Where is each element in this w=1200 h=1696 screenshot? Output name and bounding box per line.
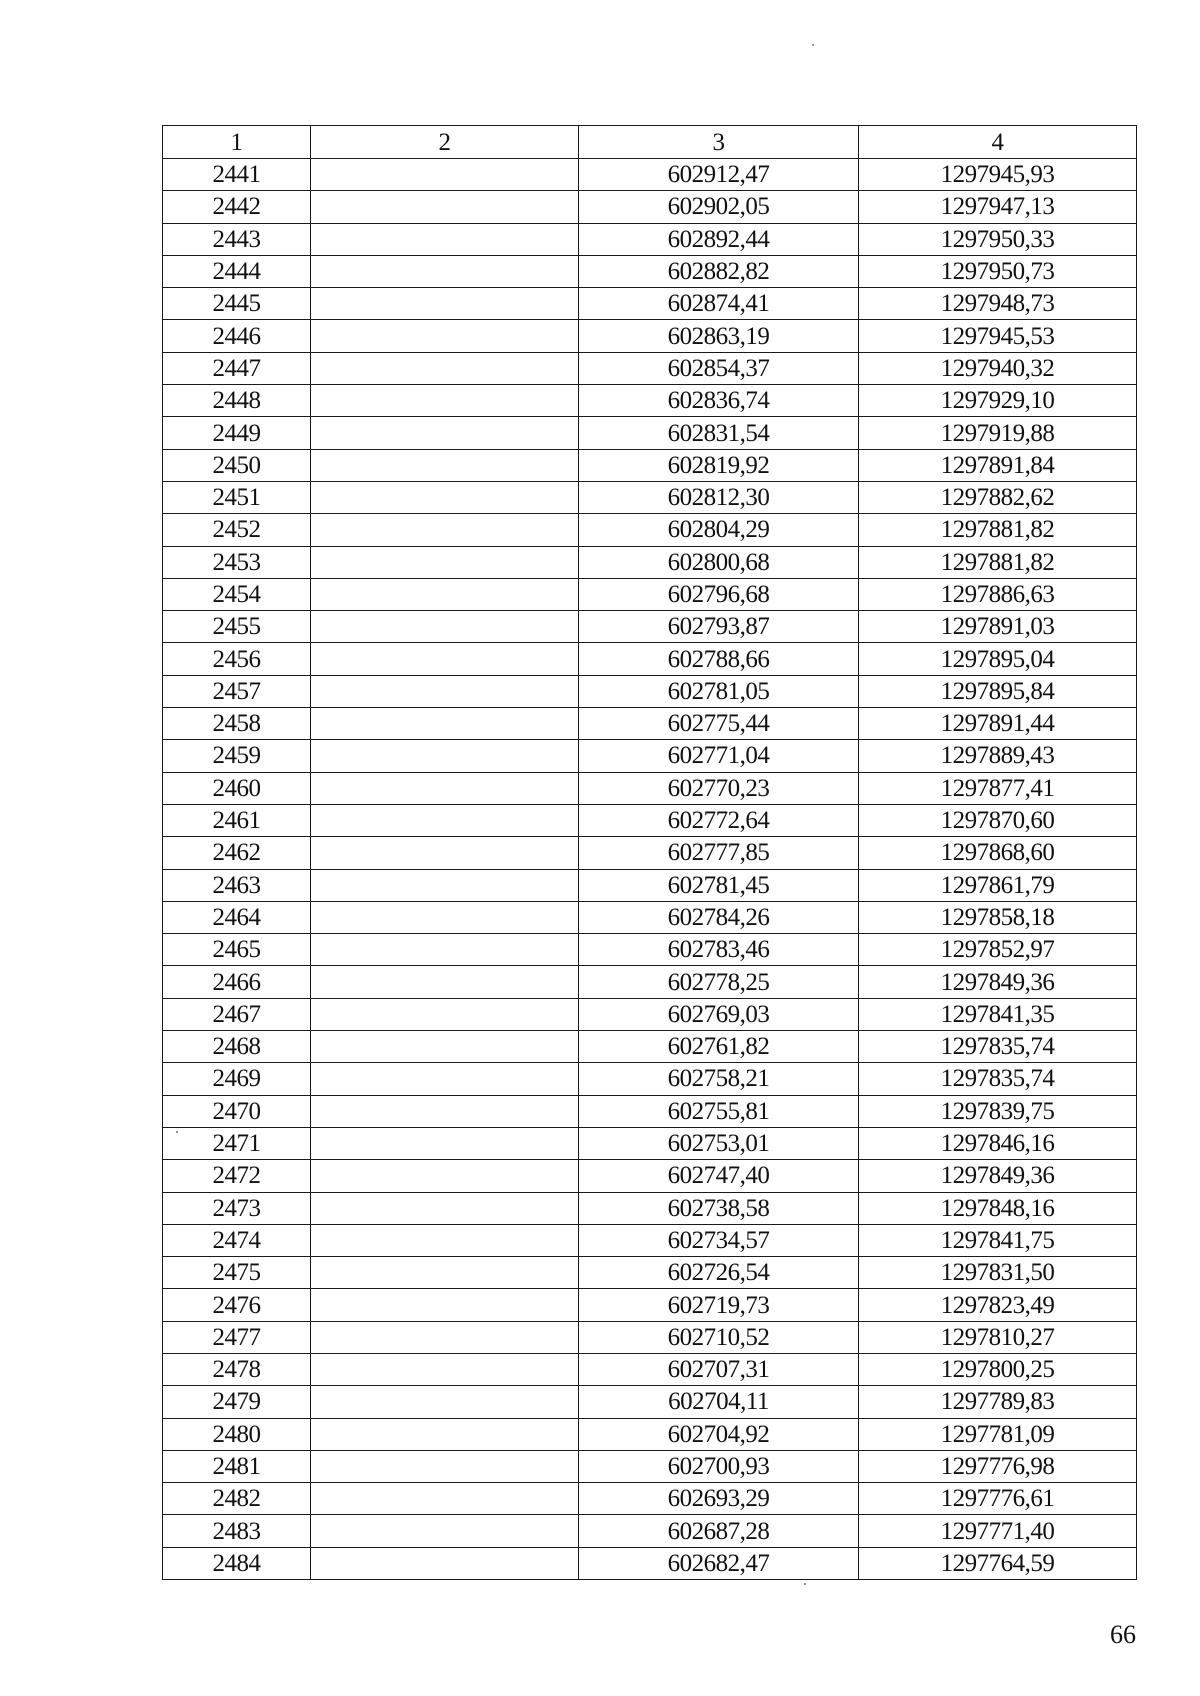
x-coordinate-cell: 602854,37 [579, 352, 859, 384]
description-cell [311, 1450, 579, 1482]
y-coordinate-cell: 1297776,61 [859, 1483, 1137, 1515]
y-coordinate-cell: 1297800,25 [859, 1353, 1137, 1385]
description-cell [311, 449, 579, 481]
y-coordinate-cell: 1297868,60 [859, 837, 1137, 869]
table-row [163, 1031, 1137, 1063]
table-row [163, 643, 1137, 675]
description-cell [311, 417, 579, 449]
point-number-cell: 2460 [163, 772, 311, 804]
point-number-cell: 2482 [163, 1483, 311, 1515]
description-cell [311, 1127, 579, 1159]
description-cell [311, 1160, 579, 1192]
y-coordinate-cell: 1297823,49 [859, 1289, 1137, 1321]
description-cell [311, 643, 579, 675]
description-cell [311, 191, 579, 223]
x-coordinate-cell: 602912,47 [579, 159, 859, 191]
column-header-3: 3 [579, 126, 859, 159]
x-coordinate-cell: 602693,29 [579, 1483, 859, 1515]
description-cell [311, 1418, 579, 1450]
point-number-cell: 2465 [163, 934, 311, 966]
table-row [163, 1257, 1137, 1289]
y-coordinate-cell: 1297895,04 [859, 643, 1137, 675]
table-row [163, 546, 1137, 578]
column-header-2: 2 [311, 126, 579, 159]
y-coordinate-cell: 1297771,40 [859, 1515, 1137, 1547]
table-row [163, 1418, 1137, 1450]
description-cell [311, 740, 579, 772]
y-coordinate-cell: 1297948,73 [859, 288, 1137, 320]
point-number-cell: 2451 [163, 481, 311, 513]
table-row [163, 223, 1137, 255]
y-coordinate-cell: 1297881,82 [859, 546, 1137, 578]
y-coordinate-cell: 1297849,36 [859, 966, 1137, 998]
page-number: 66 [1110, 1620, 1136, 1649]
description-cell [311, 1063, 579, 1095]
y-coordinate-cell: 1297781,09 [859, 1418, 1137, 1450]
y-coordinate-cell: 1297881,82 [859, 514, 1137, 546]
x-coordinate-cell: 602874,41 [579, 288, 859, 320]
y-coordinate-cell: 1297841,35 [859, 998, 1137, 1030]
y-coordinate-cell: 1297891,84 [859, 449, 1137, 481]
x-coordinate-cell: 602892,44 [579, 223, 859, 255]
x-coordinate-cell: 602819,92 [579, 449, 859, 481]
point-number-cell: 2469 [163, 1063, 311, 1095]
point-number-cell: 2447 [163, 352, 311, 384]
x-coordinate-cell: 602761,82 [579, 1031, 859, 1063]
x-coordinate-cell: 602710,52 [579, 1321, 859, 1353]
point-number-cell: 2473 [163, 1192, 311, 1224]
point-number-cell: 2458 [163, 708, 311, 740]
description-cell [311, 772, 579, 804]
x-coordinate-cell: 602700,93 [579, 1450, 859, 1482]
point-number-cell: 2448 [163, 385, 311, 417]
x-coordinate-cell: 602758,21 [579, 1063, 859, 1095]
table-row [163, 772, 1137, 804]
point-number-cell: 2474 [163, 1224, 311, 1256]
x-coordinate-cell: 602781,05 [579, 675, 859, 707]
x-coordinate-cell: 602778,25 [579, 966, 859, 998]
y-coordinate-cell: 1297877,41 [859, 772, 1137, 804]
y-coordinate-cell: 1297940,32 [859, 352, 1137, 384]
scan-speck [812, 44, 814, 46]
y-coordinate-cell: 1297835,74 [859, 1063, 1137, 1095]
point-number-cell: 2461 [163, 804, 311, 836]
coordinates-table [162, 125, 1137, 1580]
table-row [163, 1450, 1137, 1482]
x-coordinate-cell: 602882,82 [579, 255, 859, 287]
description-cell [311, 1483, 579, 1515]
table-row [163, 514, 1137, 546]
table-row [163, 675, 1137, 707]
x-coordinate-cell: 602902,05 [579, 191, 859, 223]
description-cell [311, 320, 579, 352]
point-number-cell: 2464 [163, 901, 311, 933]
description-cell [311, 1547, 579, 1579]
description-cell [311, 934, 579, 966]
description-cell [311, 708, 579, 740]
table-row [163, 934, 1137, 966]
x-coordinate-cell: 602812,30 [579, 481, 859, 513]
description-cell [311, 288, 579, 320]
x-coordinate-cell: 602719,73 [579, 1289, 859, 1321]
description-cell [311, 675, 579, 707]
table-row [163, 255, 1137, 287]
x-coordinate-cell: 602788,66 [579, 643, 859, 675]
y-coordinate-cell: 1297841,75 [859, 1224, 1137, 1256]
x-coordinate-cell: 602755,81 [579, 1095, 859, 1127]
description-cell [311, 385, 579, 417]
y-coordinate-cell: 1297849,36 [859, 1160, 1137, 1192]
y-coordinate-cell: 1297831,50 [859, 1257, 1137, 1289]
x-coordinate-cell: 602687,28 [579, 1515, 859, 1547]
y-coordinate-cell: 1297929,10 [859, 385, 1137, 417]
x-coordinate-cell: 602804,29 [579, 514, 859, 546]
x-coordinate-cell: 602682,47 [579, 1547, 859, 1579]
point-number-cell: 2476 [163, 1289, 311, 1321]
point-number-cell: 2459 [163, 740, 311, 772]
point-number-cell: 2468 [163, 1031, 311, 1063]
x-coordinate-cell: 602704,92 [579, 1418, 859, 1450]
description-cell [311, 1257, 579, 1289]
column-header-4: 4 [859, 126, 1137, 159]
table-row [163, 1160, 1137, 1192]
x-coordinate-cell: 602784,26 [579, 901, 859, 933]
x-coordinate-cell: 602831,54 [579, 417, 859, 449]
scan-speck [804, 1583, 806, 1585]
x-coordinate-cell: 602793,87 [579, 611, 859, 643]
point-number-cell: 2449 [163, 417, 311, 449]
y-coordinate-cell: 1297846,16 [859, 1127, 1137, 1159]
y-coordinate-cell: 1297891,44 [859, 708, 1137, 740]
x-coordinate-cell: 602771,04 [579, 740, 859, 772]
y-coordinate-cell: 1297886,63 [859, 578, 1137, 610]
table-row [163, 1192, 1137, 1224]
y-coordinate-cell: 1297835,74 [859, 1031, 1137, 1063]
x-coordinate-cell: 602707,31 [579, 1353, 859, 1385]
column-header-1: 1 [163, 126, 311, 159]
description-cell [311, 804, 579, 836]
point-number-cell: 2479 [163, 1386, 311, 1418]
description-cell [311, 578, 579, 610]
x-coordinate-cell: 602704,11 [579, 1386, 859, 1418]
x-coordinate-cell: 602796,68 [579, 578, 859, 610]
table-row [163, 998, 1137, 1030]
point-number-cell: 2445 [163, 288, 311, 320]
description-cell [311, 869, 579, 901]
description-cell [311, 1095, 579, 1127]
y-coordinate-cell: 1297947,13 [859, 191, 1137, 223]
table-row [163, 320, 1137, 352]
description-cell [311, 223, 579, 255]
y-coordinate-cell: 1297919,88 [859, 417, 1137, 449]
point-number-cell: 2441 [163, 159, 311, 191]
point-number-cell: 2478 [163, 1353, 311, 1385]
table-row [163, 804, 1137, 836]
table-row [163, 1386, 1137, 1418]
table-row [163, 578, 1137, 610]
description-cell [311, 1031, 579, 1063]
y-coordinate-cell: 1297839,75 [859, 1095, 1137, 1127]
point-number-cell: 2457 [163, 675, 311, 707]
point-number-cell: 2475 [163, 1257, 311, 1289]
y-coordinate-cell: 1297848,16 [859, 1192, 1137, 1224]
scan-speck [176, 1131, 178, 1133]
x-coordinate-cell: 602738,58 [579, 1192, 859, 1224]
description-cell [311, 159, 579, 191]
point-number-cell: 2444 [163, 255, 311, 287]
table-row [163, 837, 1137, 869]
x-coordinate-cell: 602800,68 [579, 546, 859, 578]
point-number-cell: 2477 [163, 1321, 311, 1353]
point-number-cell: 2452 [163, 514, 311, 546]
point-number-cell: 2466 [163, 966, 311, 998]
point-number-cell: 2472 [163, 1160, 311, 1192]
table-row [163, 1515, 1137, 1547]
point-number-cell: 2484 [163, 1547, 311, 1579]
table-body [163, 159, 1137, 1580]
x-coordinate-cell: 602734,57 [579, 1224, 859, 1256]
table-row [163, 417, 1137, 449]
point-number-cell: 2443 [163, 223, 311, 255]
x-coordinate-cell: 602777,85 [579, 837, 859, 869]
point-number-cell: 2480 [163, 1418, 311, 1450]
description-cell [311, 1321, 579, 1353]
description-cell [311, 1386, 579, 1418]
description-cell [311, 546, 579, 578]
table-row [163, 740, 1137, 772]
y-coordinate-cell: 1297858,18 [859, 901, 1137, 933]
point-number-cell: 2467 [163, 998, 311, 1030]
table-row [163, 1095, 1137, 1127]
table-row [163, 1483, 1137, 1515]
x-coordinate-cell: 602781,45 [579, 869, 859, 901]
point-number-cell: 2483 [163, 1515, 311, 1547]
description-cell [311, 481, 579, 513]
table-row [163, 352, 1137, 384]
x-coordinate-cell: 602836,74 [579, 385, 859, 417]
x-coordinate-cell: 602769,03 [579, 998, 859, 1030]
description-cell [311, 352, 579, 384]
y-coordinate-cell: 1297789,83 [859, 1386, 1137, 1418]
x-coordinate-cell: 602753,01 [579, 1127, 859, 1159]
x-coordinate-cell: 602775,44 [579, 708, 859, 740]
point-number-cell: 2463 [163, 869, 311, 901]
point-number-cell: 2481 [163, 1450, 311, 1482]
point-number-cell: 2462 [163, 837, 311, 869]
table-row [163, 869, 1137, 901]
description-cell [311, 901, 579, 933]
y-coordinate-cell: 1297889,43 [859, 740, 1137, 772]
point-number-cell: 2450 [163, 449, 311, 481]
description-cell [311, 1353, 579, 1385]
description-cell [311, 255, 579, 287]
point-number-cell: 2453 [163, 546, 311, 578]
table-row [163, 708, 1137, 740]
description-cell [311, 837, 579, 869]
x-coordinate-cell: 602783,46 [579, 934, 859, 966]
table-row [163, 1353, 1137, 1385]
x-coordinate-cell: 602770,23 [579, 772, 859, 804]
table-header-row [163, 126, 1137, 159]
table-row [163, 385, 1137, 417]
x-coordinate-cell: 602726,54 [579, 1257, 859, 1289]
table-row [163, 611, 1137, 643]
table-row [163, 481, 1137, 513]
y-coordinate-cell: 1297945,53 [859, 320, 1137, 352]
table-row [163, 1289, 1137, 1321]
y-coordinate-cell: 1297776,98 [859, 1450, 1137, 1482]
point-number-cell: 2454 [163, 578, 311, 610]
table-row [163, 1127, 1137, 1159]
table-row [163, 1321, 1137, 1353]
description-cell [311, 998, 579, 1030]
y-coordinate-cell: 1297861,79 [859, 869, 1137, 901]
y-coordinate-cell: 1297870,60 [859, 804, 1137, 836]
y-coordinate-cell: 1297852,97 [859, 934, 1137, 966]
y-coordinate-cell: 1297882,62 [859, 481, 1137, 513]
point-number-cell: 2446 [163, 320, 311, 352]
point-number-cell: 2470 [163, 1095, 311, 1127]
table-row [163, 191, 1137, 223]
y-coordinate-cell: 1297895,84 [859, 675, 1137, 707]
point-number-cell: 2471 [163, 1127, 311, 1159]
y-coordinate-cell: 1297891,03 [859, 611, 1137, 643]
table-row [163, 159, 1137, 191]
y-coordinate-cell: 1297810,27 [859, 1321, 1137, 1353]
y-coordinate-cell: 1297950,73 [859, 255, 1137, 287]
description-cell [311, 1515, 579, 1547]
table-row [163, 1547, 1137, 1579]
point-number-cell: 2456 [163, 643, 311, 675]
table-row [163, 288, 1137, 320]
description-cell [311, 1289, 579, 1321]
y-coordinate-cell: 1297945,93 [859, 159, 1137, 191]
y-coordinate-cell: 1297764,59 [859, 1547, 1137, 1579]
table-row [163, 901, 1137, 933]
y-coordinate-cell: 1297950,33 [859, 223, 1137, 255]
description-cell [311, 1224, 579, 1256]
description-cell [311, 514, 579, 546]
table-row [163, 966, 1137, 998]
table-row [163, 1063, 1137, 1095]
description-cell [311, 966, 579, 998]
point-number-cell: 2442 [163, 191, 311, 223]
x-coordinate-cell: 602772,64 [579, 804, 859, 836]
point-number-cell: 2455 [163, 611, 311, 643]
description-cell [311, 611, 579, 643]
table-row [163, 449, 1137, 481]
table-row [163, 1224, 1137, 1256]
description-cell [311, 1192, 579, 1224]
x-coordinate-cell: 602863,19 [579, 320, 859, 352]
x-coordinate-cell: 602747,40 [579, 1160, 859, 1192]
